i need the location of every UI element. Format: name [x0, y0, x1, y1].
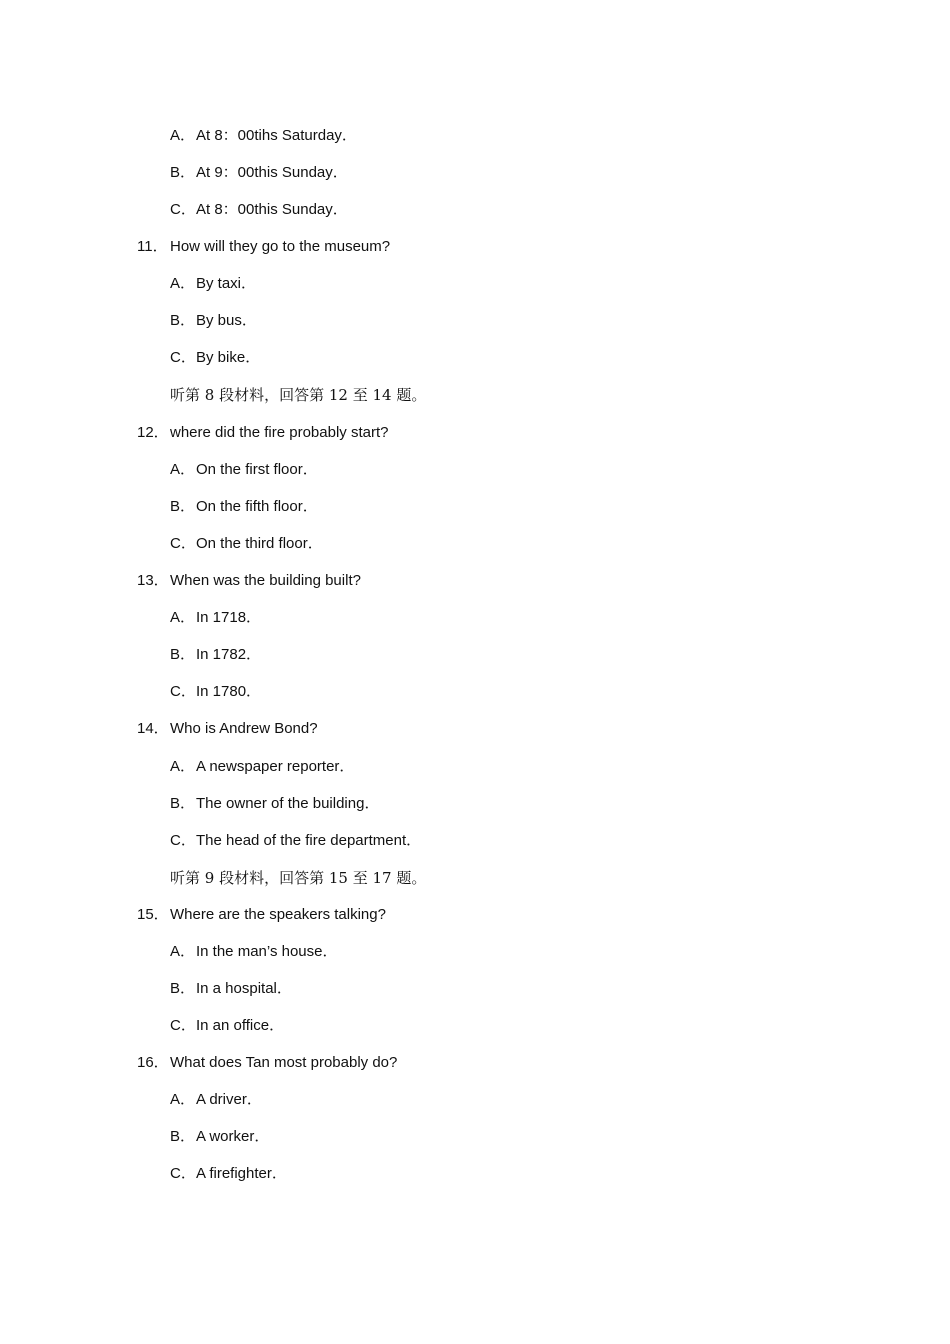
option-line — [170, 1163, 287, 1185]
option-line — [170, 310, 257, 332]
question-line — [137, 422, 388, 444]
question-number: 14． — [137, 720, 169, 737]
option-text: In 1780． — [196, 683, 262, 700]
option-letter: C． — [170, 683, 196, 700]
question-line — [137, 236, 390, 258]
option-line — [170, 459, 318, 481]
option-letter: B． — [170, 312, 196, 329]
question-line — [137, 718, 318, 740]
question-line — [137, 1052, 397, 1074]
option-line — [170, 607, 261, 629]
option-line — [170, 941, 337, 963]
option-text: In 1718． — [196, 609, 262, 626]
option-letter: A． — [170, 275, 196, 292]
option-letter: C． — [170, 535, 196, 552]
option-text: In a hospital． — [196, 980, 292, 997]
option-letter: C． — [170, 832, 196, 849]
option-line — [170, 1089, 262, 1111]
option-text: At 9：00this Sunday． — [196, 164, 348, 181]
option-line — [170, 793, 379, 815]
option-letter: B． — [170, 980, 196, 997]
option-letter: A． — [170, 127, 196, 144]
question-number: 12． — [137, 424, 169, 441]
option-letter: A． — [170, 1091, 196, 1108]
question-text: Where are the speakers talking? — [170, 906, 386, 923]
option-text: By bike． — [196, 349, 261, 366]
question-number: 11． — [137, 238, 168, 255]
option-letter: A． — [170, 758, 196, 775]
option-text: At 8：00tihs Saturday． — [196, 127, 357, 144]
option-text: By taxi． — [196, 275, 257, 292]
question-line — [137, 904, 386, 926]
option-line — [170, 978, 292, 1000]
option-letter: B． — [170, 1128, 196, 1145]
option-text: In an office． — [196, 1017, 285, 1034]
option-letter: A． — [170, 461, 196, 478]
question-number: 16． — [137, 1054, 169, 1071]
option-text: In 1782． — [196, 646, 262, 663]
option-letter: C． — [170, 201, 196, 218]
option-line — [170, 681, 261, 703]
question-text: How will they go to the museum? — [170, 238, 391, 255]
option-text: On the third floor． — [196, 535, 323, 552]
option-letter: B． — [170, 164, 196, 181]
option-letter: A． — [170, 609, 196, 626]
option-line — [170, 496, 318, 518]
option-letter: C． — [170, 1017, 196, 1034]
option-line — [170, 199, 348, 221]
option-text: By bus． — [196, 312, 257, 329]
question-text: Who is Andrew Bond? — [170, 720, 318, 737]
option-text: A worker． — [196, 1128, 270, 1145]
option-text: A newspaper reporter． — [196, 758, 355, 775]
option-line — [170, 533, 323, 555]
option-letter: B． — [170, 498, 196, 515]
section-heading: 听第 8 段材料，回答第 12 至 14 题。 — [170, 386, 427, 404]
option-text: In the man’s house． — [196, 943, 338, 960]
option-text: A driver． — [196, 1091, 262, 1108]
option-letter: C． — [170, 349, 196, 366]
option-line — [170, 756, 354, 778]
section-heading: 听第 9 段材料，回答第 15 至 17 题。 — [170, 869, 427, 887]
option-line — [170, 1015, 284, 1037]
option-line — [170, 347, 260, 369]
option-text: On the first floor． — [196, 461, 318, 478]
option-letter: B． — [170, 646, 196, 663]
option-letter: B． — [170, 795, 196, 812]
option-text: On the fifth floor． — [196, 498, 318, 515]
question-number: 13． — [137, 572, 169, 589]
question-text: What does Tan most probably do? — [170, 1054, 398, 1071]
question-text: where did the fire probably start? — [170, 424, 389, 441]
option-letter: C． — [170, 1165, 196, 1182]
question-number: 15． — [137, 906, 169, 923]
option-text: At 8：00this Sunday． — [196, 201, 348, 218]
option-line — [170, 162, 348, 184]
question-text: When was the building built? — [170, 572, 361, 589]
option-text: A firefighter． — [196, 1165, 287, 1182]
question-line — [137, 570, 361, 592]
option-line — [170, 644, 261, 666]
option-letter: A． — [170, 943, 196, 960]
option-line — [170, 273, 256, 295]
option-line — [170, 125, 357, 147]
option-text: The owner of the building． — [196, 795, 380, 812]
option-line — [170, 830, 421, 852]
option-line — [170, 1126, 269, 1148]
option-text: The head of the fire department． — [196, 832, 422, 849]
